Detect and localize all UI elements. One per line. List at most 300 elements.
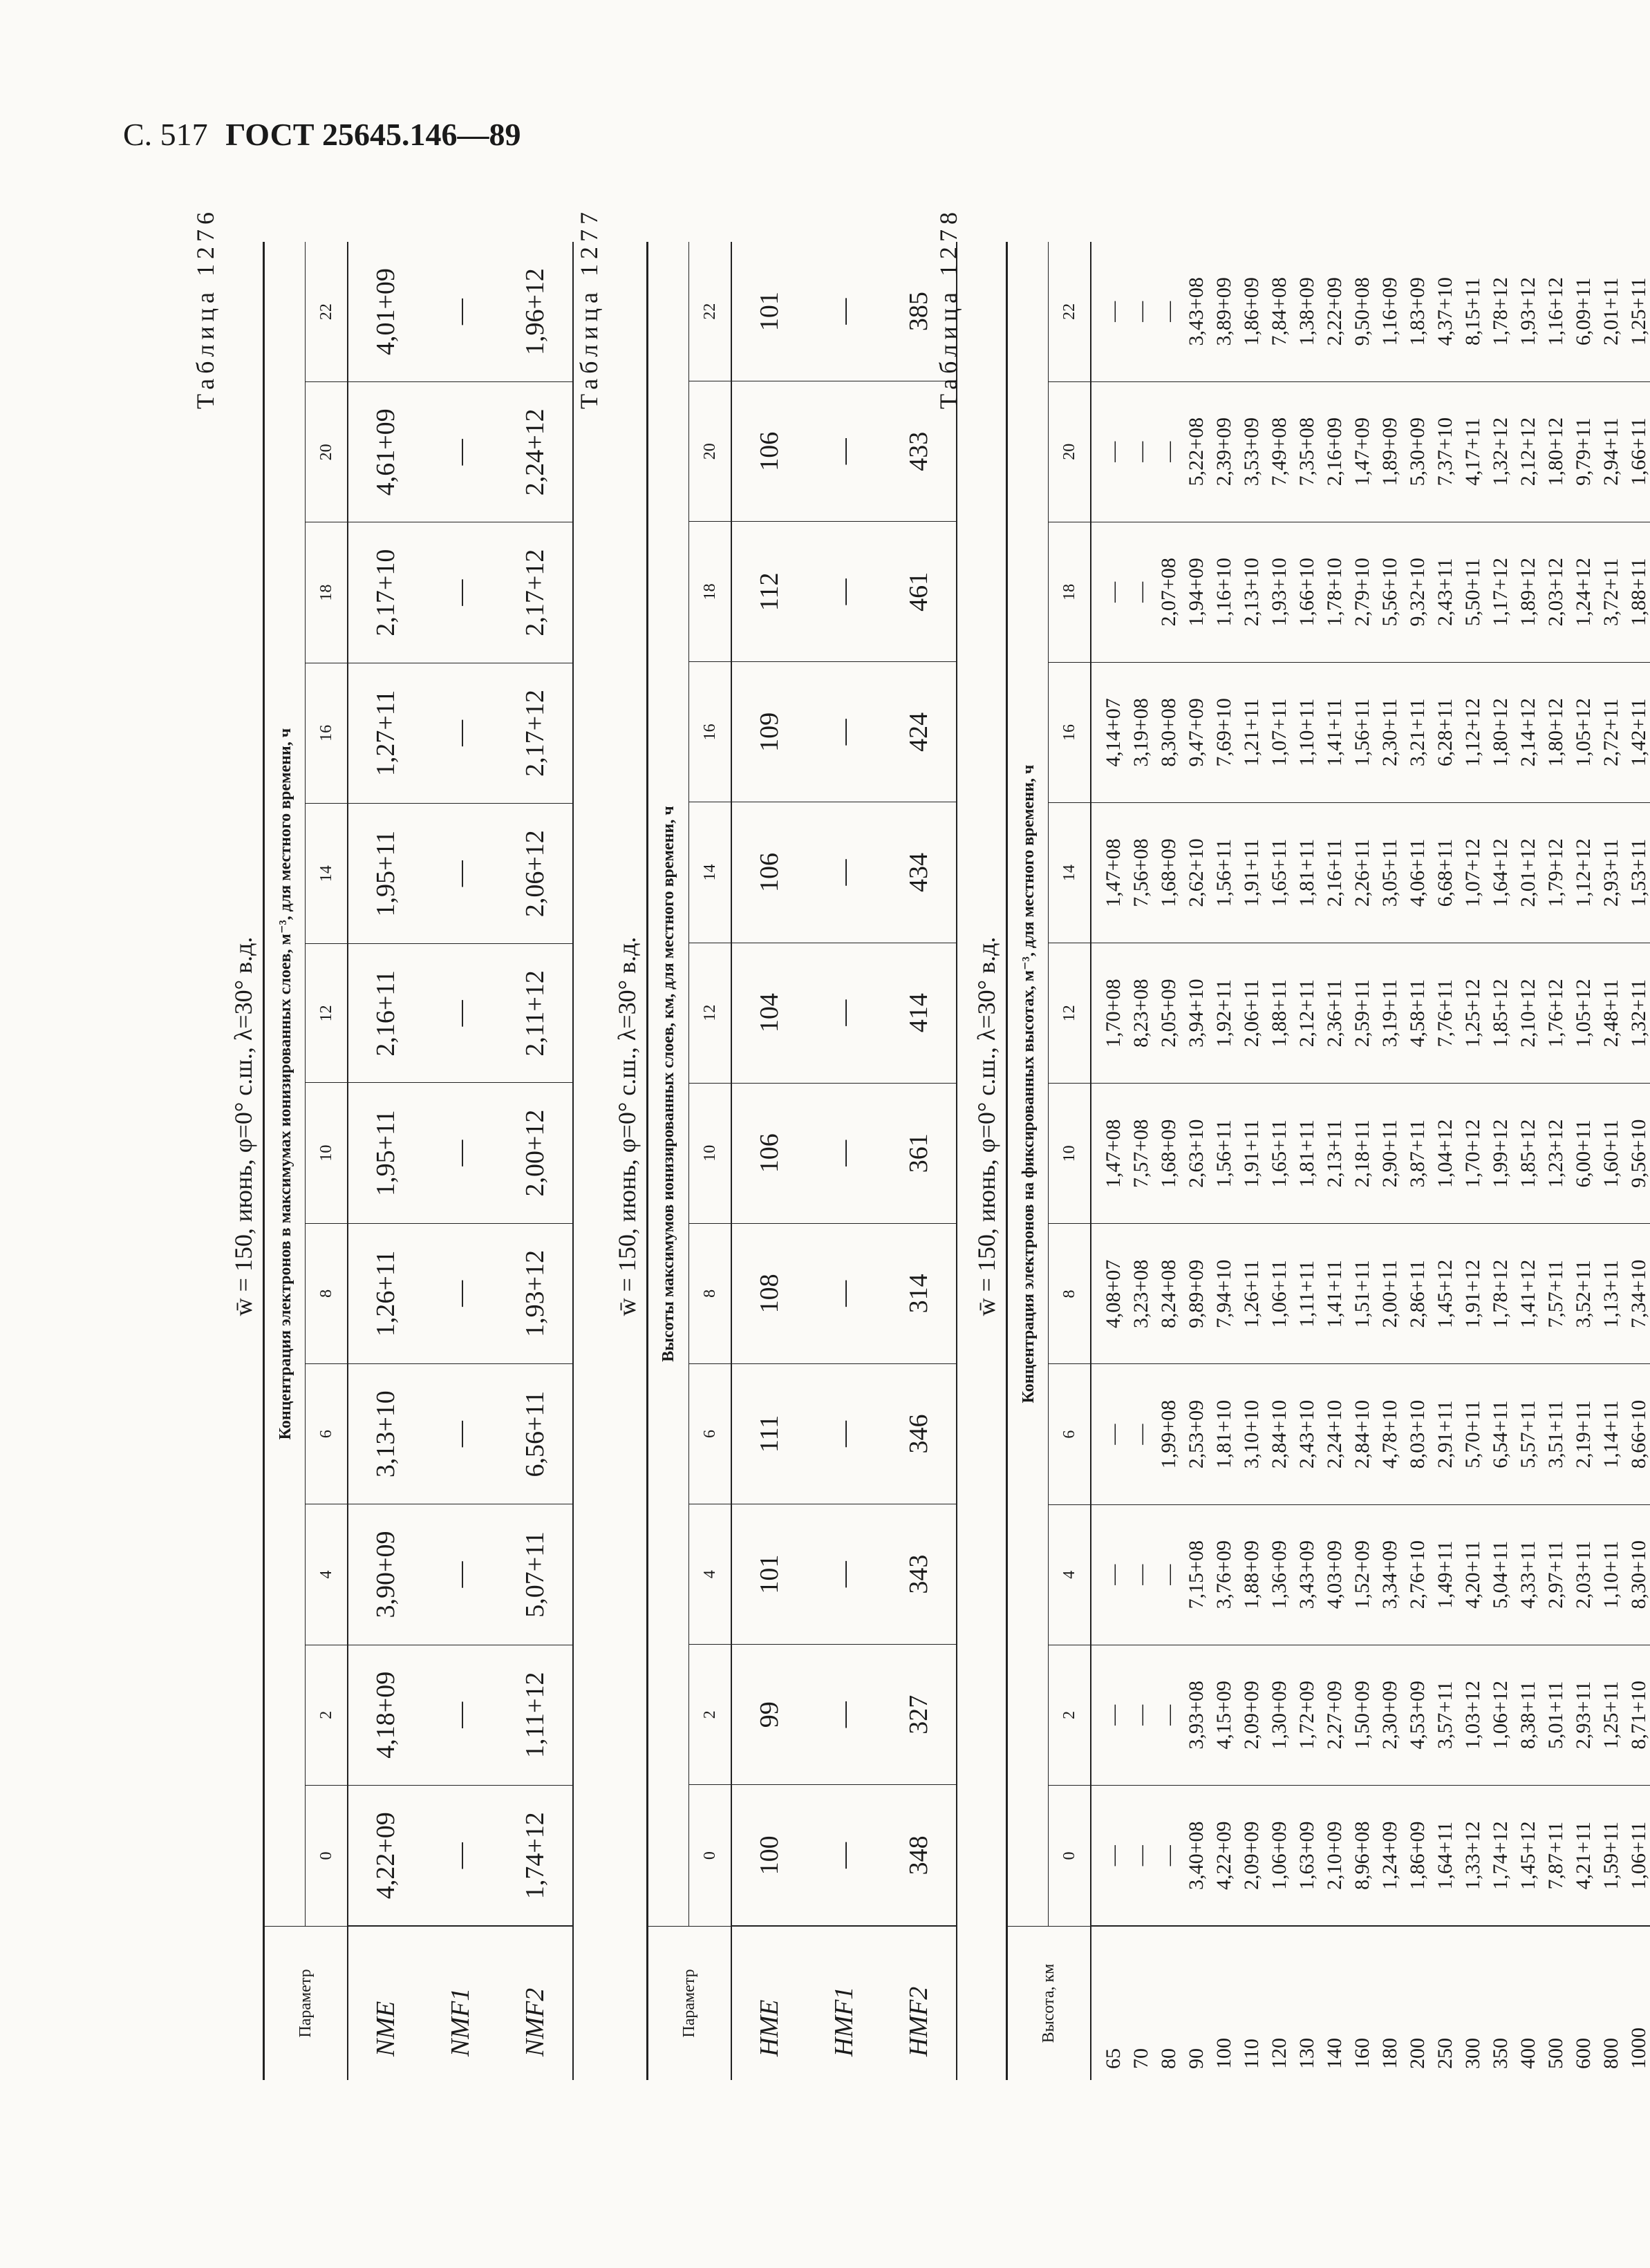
cell-value: 2,30+11 [1376, 662, 1404, 802]
cell-value: 8,71+10 [1625, 1645, 1650, 1785]
cell-value: 2,06+12 [498, 804, 573, 944]
cell-value: 8,30+10 [1625, 1504, 1650, 1645]
cell-value: 1,05+12 [1570, 662, 1597, 802]
table-row [1515, 242, 1542, 2080]
cell-value: 8,23+08 [1127, 943, 1155, 1084]
cell-value: — [1127, 1645, 1155, 1785]
cell-value: 5,22+08 [1183, 381, 1210, 522]
cell-value: 7,56+08 [1127, 803, 1155, 943]
cell-value: 1,88+11 [1266, 943, 1293, 1084]
cell-value: 3,23+08 [1127, 1224, 1155, 1364]
cell-value: — [423, 944, 498, 1083]
table-block-1276 [187, 200, 574, 2135]
standard-number: ГОСТ 25645.146—89 [225, 117, 521, 152]
table-block-1277 [570, 200, 957, 2135]
cell-value: 433 [881, 381, 957, 522]
cell-value: 2,72+11 [1597, 662, 1625, 802]
cell-value: 4,03+09 [1321, 1504, 1349, 1645]
hour-header: 0 [1049, 1785, 1091, 1926]
cell-value: 1,88+09 [1238, 1504, 1266, 1645]
cell-value: 343 [881, 1504, 957, 1645]
cell-value: 2,09+09 [1238, 1645, 1266, 1785]
row-label: 200 [1404, 1927, 1432, 2081]
cell-value: 2,13+11 [1321, 1084, 1349, 1224]
table-title: w̄ = 150, июнь, φ=0° с.ш., λ=30° в.д. [229, 936, 257, 1316]
cell-value: 111 [731, 1363, 807, 1504]
cell-value: 9,79+11 [1570, 381, 1597, 522]
cell-value: 1,56+11 [1349, 662, 1376, 802]
cell-value: 2,09+09 [1238, 1785, 1266, 1926]
cell-value: 3,43+09 [1293, 1504, 1321, 1645]
cell-value: 1,07+12 [1459, 803, 1487, 943]
cell-value: — [1127, 522, 1155, 662]
hour-header: 0 [306, 1785, 348, 1926]
cell-value: — [807, 1645, 881, 1785]
cell-value: 2,90+11 [1376, 1084, 1404, 1224]
hour-header: 12 [306, 944, 348, 1083]
cell-value: 4,17+11 [1459, 381, 1487, 522]
cell-value: 2,62+10 [1183, 803, 1210, 943]
cell-value: 2,12+12 [1515, 381, 1542, 522]
cell-value: 7,34+10 [1625, 1224, 1650, 1364]
row-label: 500 [1542, 1927, 1570, 2081]
cell-value: 4,37+10 [1434, 277, 1456, 346]
cell-value: 1,12+12 [1459, 662, 1487, 802]
cell-value: 1,45+12 [1515, 1785, 1542, 1926]
cell-value: 1,33+12 [1459, 1785, 1487, 1926]
cell-value: — [423, 382, 498, 522]
cell-value: 3,90+09 [348, 1504, 423, 1645]
data-table [1006, 242, 1650, 2080]
cell-value: — [1127, 381, 1155, 522]
cell-value: 8,15+11 [1461, 277, 1484, 346]
hour-header: 0 [689, 1785, 732, 1927]
cell-value: 3,53+09 [1238, 381, 1266, 522]
cell-value: 1,21+11 [1238, 662, 1266, 802]
cell-value: 4,61+09 [348, 382, 423, 522]
hour-header: 14 [306, 804, 348, 944]
cell-value: 4,14+07 [1091, 662, 1127, 802]
cell-value: 2,43+11 [1432, 522, 1459, 662]
cell-value: 7,69+10 [1210, 662, 1238, 802]
cell-value: 1,41+11 [1321, 662, 1349, 802]
cell-value: — [423, 1083, 498, 1223]
table-row [1091, 242, 1127, 2080]
cell-value: 1,91+12 [1459, 1224, 1487, 1364]
cell-value: 2,84+10 [1266, 1364, 1293, 1504]
cell-value: — [1091, 1785, 1127, 1926]
table-label: Таблица 1277 [575, 207, 603, 409]
cell-value: 1,47+08 [1091, 1084, 1127, 1224]
cell-value: 4,53+09 [1404, 1645, 1432, 1785]
cell-value: 3,19+11 [1376, 943, 1404, 1084]
cell-value: — [1091, 1504, 1127, 1645]
cell-value: 2,18+11 [1349, 1084, 1376, 1224]
table-row [1127, 242, 1155, 2080]
cell-value: 8,96+08 [1349, 1785, 1376, 1926]
cell-value: 3,05+11 [1376, 803, 1404, 943]
table-title: w̄ = 150, июнь, φ=0° с.ш., λ=30° в.д. [973, 936, 1000, 1316]
cell-value: 7,84+08 [1268, 277, 1291, 346]
cell-value: 8,30+08 [1155, 662, 1183, 802]
cell-value: 1,96+12 [521, 268, 550, 356]
cell-value: 1,99+12 [1487, 1084, 1515, 1224]
cell-value: 2,86+11 [1404, 1224, 1432, 1364]
cell-value: 1,95+11 [348, 804, 423, 944]
hour-header: 4 [689, 1504, 732, 1645]
cell-value: — [1155, 381, 1183, 522]
cell-value: — [423, 1364, 498, 1504]
table-block-1278 [930, 200, 1650, 2135]
cell-value: 1,52+09 [1349, 1504, 1376, 1645]
cell-value: 1,79+12 [1542, 803, 1570, 943]
cell-value: 4,06+11 [1404, 803, 1432, 943]
cell-value: 101 [755, 292, 784, 332]
table-row [1183, 242, 1210, 2080]
cell-value: 3,52+11 [1570, 1224, 1597, 1364]
hour-header: 10 [306, 1083, 348, 1223]
hour-header: 18 [306, 522, 348, 663]
cell-value: 3,76+09 [1210, 1504, 1238, 1645]
cell-value: 1,49+11 [1432, 1504, 1459, 1645]
cell-value: 2,53+09 [1183, 1364, 1210, 1504]
cell-value: 1,06+11 [1625, 1785, 1650, 1926]
cell-value: — [807, 802, 881, 943]
cell-value: 4,08+07 [1091, 1224, 1127, 1364]
cell-value: 1,74+12 [498, 1785, 573, 1926]
cell-value: 1,93+10 [1266, 522, 1293, 662]
cell-value: 3,57+11 [1432, 1645, 1459, 1785]
cell-value: 1,91+11 [1238, 803, 1266, 943]
cell-value: 2,48+11 [1597, 943, 1625, 1084]
row-label: 800 [1597, 1927, 1625, 2081]
cell-value: 5,50+11 [1459, 522, 1487, 662]
cell-value: 1,70+12 [1459, 1084, 1487, 1224]
cell-value: 314 [881, 1223, 957, 1363]
cell-value: 1,10+11 [1597, 1504, 1625, 1645]
cell-value: — [1091, 1364, 1127, 1504]
table-row [807, 242, 881, 2080]
cell-value: — [1091, 381, 1127, 522]
table-row [1625, 242, 1650, 2080]
hour-header: 18 [689, 522, 732, 662]
table-row [1459, 242, 1487, 2080]
cell-value: 1,16+10 [1210, 522, 1238, 662]
cell-value: 2,00+11 [1376, 1224, 1404, 1364]
cell-value: 5,57+11 [1515, 1364, 1542, 1504]
table-row [1266, 242, 1293, 2080]
cell-value: 327 [881, 1645, 957, 1785]
table-row [1570, 242, 1597, 2080]
cell-value: 1,06+09 [1266, 1785, 1293, 1926]
cell-value: 3,21+11 [1404, 662, 1432, 802]
cell-value: 1,10+11 [1293, 662, 1321, 802]
cell-value: 3,34+09 [1376, 1504, 1404, 1645]
cell-value: 1,26+11 [348, 1223, 423, 1363]
cell-value: 461 [881, 522, 957, 662]
cell-value: 3,87+11 [1404, 1084, 1432, 1224]
cell-value: 2,27+09 [1321, 1645, 1349, 1785]
row-label: 300 [1459, 1927, 1487, 2081]
cell-value: 108 [731, 1223, 807, 1363]
cell-value: — [807, 1504, 881, 1645]
cell-value: 106 [731, 1083, 807, 1223]
table-row [1349, 242, 1376, 2080]
cell-value: — [807, 522, 881, 662]
cell-value: 1,24+09 [1376, 1785, 1404, 1926]
cell-value: — [807, 662, 881, 802]
cell-value: 414 [881, 943, 957, 1083]
cell-value: 1,07+11 [1266, 662, 1293, 802]
cell-value: 5,01+11 [1542, 1645, 1570, 1785]
cell-value: — [829, 298, 859, 325]
hour-header: 6 [306, 1364, 348, 1504]
table-label: Таблица 1278 [935, 207, 962, 409]
cell-value: 1,03+12 [1459, 1645, 1487, 1785]
cell-value: 1,30+09 [1266, 1645, 1293, 1785]
cell-value: 9,32+10 [1404, 522, 1432, 662]
cell-value: 1,66+11 [1625, 381, 1650, 522]
cell-value: 1,65+11 [1266, 1084, 1293, 1224]
cell-value: 2,12+11 [1293, 943, 1321, 1084]
cell-value: 361 [881, 1083, 957, 1223]
cell-value: 1,25+11 [1597, 1645, 1625, 1785]
cell-value: — [423, 1785, 498, 1926]
cell-value: 4,15+09 [1210, 1645, 1238, 1785]
table-title: w̄ = 150, июнь, φ=0° с.ш., λ=30° в.д. [613, 936, 641, 1316]
cell-value: 1,64+11 [1432, 1785, 1459, 1926]
cell-value: — [1127, 1785, 1155, 1926]
cell-value: 7,94+10 [1210, 1224, 1238, 1364]
cell-value: 1,51+11 [1349, 1224, 1376, 1364]
table-row [348, 242, 423, 2080]
row-label: 130 [1293, 1927, 1321, 2081]
table-row [731, 242, 807, 2080]
cell-value: 1,76+12 [1542, 943, 1570, 1084]
cell-value: 1,68+09 [1155, 1084, 1183, 1224]
cell-value: 1,81+11 [1293, 803, 1321, 943]
table-subtitle: Высоты максимумов ионизированных слоев, км, для местного времени, ч [648, 242, 689, 1927]
cell-value: — [807, 381, 881, 522]
row-label: 350 [1487, 1927, 1515, 2081]
hour-header: 2 [689, 1645, 732, 1785]
row-label: HMF1 [807, 1927, 881, 2081]
hour-header: 6 [689, 1363, 732, 1504]
cell-value: 2,93+11 [1570, 1645, 1597, 1785]
cell-value: 2,94+11 [1597, 381, 1625, 522]
cell-value: 1,04+12 [1432, 1084, 1459, 1224]
cell-value: 1,12+12 [1570, 803, 1597, 943]
cell-value: 6,56+11 [498, 1364, 573, 1504]
cell-value: 5,70+11 [1459, 1364, 1487, 1504]
cell-value: 2,93+11 [1597, 803, 1625, 943]
cell-value: 8,66+10 [1625, 1364, 1650, 1504]
cell-value: 2,91+11 [1432, 1364, 1459, 1504]
hour-header: 22 [689, 242, 732, 381]
cell-value: 1,80+12 [1487, 662, 1515, 802]
cell-value: 2,16+09 [1321, 381, 1349, 522]
cell-value: 1,06+11 [1266, 1224, 1293, 1364]
hour-header: 2 [1049, 1645, 1091, 1785]
cell-value: 1,05+12 [1570, 943, 1597, 1084]
row-label: NME [348, 1927, 423, 2081]
cell-value: 9,50+08 [1351, 277, 1374, 346]
hour-header: 20 [689, 381, 732, 522]
cell-value: 3,72+11 [1597, 522, 1625, 662]
row-label: 110 [1238, 1927, 1266, 2081]
cell-value: — [1155, 1504, 1183, 1645]
cell-value: 2,14+12 [1515, 662, 1542, 802]
hour-header: 8 [689, 1223, 732, 1363]
cell-value: 3,94+10 [1183, 943, 1210, 1084]
table-row [498, 242, 573, 2080]
cell-value: 1,59+11 [1597, 1785, 1625, 1926]
cell-value: 1,99+08 [1155, 1364, 1183, 1504]
cell-value: 2,43+10 [1293, 1364, 1321, 1504]
cell-value: 2,07+08 [1155, 522, 1183, 662]
hour-header: 12 [1049, 943, 1091, 1084]
cell-value: 1,80+12 [1542, 662, 1570, 802]
cell-value: 9,89+09 [1183, 1224, 1210, 1364]
cell-value: 1,64+12 [1487, 803, 1515, 943]
cell-value: 1,06+12 [1487, 1645, 1515, 1785]
cell-value: 434 [881, 802, 957, 943]
cell-value: 104 [731, 943, 807, 1083]
cell-value: 1,74+12 [1487, 1785, 1515, 1926]
cell-value: 3,51+11 [1542, 1364, 1570, 1504]
cell-value: 1,86+09 [1404, 1785, 1432, 1926]
cell-value: 1,41+12 [1515, 1224, 1542, 1364]
cell-value: 4,22+09 [1210, 1785, 1238, 1926]
cell-value: — [1129, 301, 1152, 322]
cell-value: 1,25+12 [1459, 943, 1487, 1084]
cell-value: 1,83+09 [1406, 277, 1429, 346]
cell-value: 2,10+09 [1321, 1785, 1349, 1926]
table-row [1376, 242, 1404, 2080]
table-row [1542, 242, 1570, 2080]
cell-value: 7,37+10 [1432, 381, 1459, 522]
hour-header: 14 [689, 802, 732, 943]
cell-value: 1,23+12 [1542, 1084, 1570, 1224]
cell-value: 2,16+11 [1321, 803, 1349, 943]
row-label: NMF1 [423, 1927, 498, 2081]
hour-header: 10 [1049, 1084, 1091, 1224]
cell-value: 6,09+11 [1572, 277, 1595, 346]
table-row [1155, 242, 1183, 2080]
hour-header: 22 [1049, 242, 1091, 381]
cell-value: 1,16+12 [1544, 277, 1567, 346]
row-label: 1000 [1625, 1927, 1650, 2081]
cell-value: 348 [881, 1785, 957, 1927]
cell-value: — [446, 299, 475, 325]
cell-value: 1,13+11 [1597, 1224, 1625, 1364]
row-label: 160 [1349, 1927, 1376, 2081]
cell-value: 3,40+08 [1183, 1785, 1210, 1926]
hour-header: 8 [1049, 1224, 1091, 1364]
cell-value: 1,17+12 [1487, 522, 1515, 662]
cell-value: 100 [731, 1785, 807, 1927]
cell-value: — [423, 1645, 498, 1785]
cell-value: — [807, 1363, 881, 1504]
cell-value: 1,91+11 [1238, 1084, 1266, 1224]
hour-header: 20 [306, 382, 348, 522]
cell-value: 1,11+12 [498, 1645, 573, 1785]
cell-value: 1,60+11 [1597, 1084, 1625, 1224]
cell-value: 2,13+10 [1238, 522, 1266, 662]
cell-value: 1,92+11 [1210, 943, 1238, 1084]
cell-value: 4,01+09 [371, 268, 400, 356]
cell-value: — [423, 1504, 498, 1645]
cell-value: 2,24+10 [1321, 1364, 1349, 1504]
cell-value: — [423, 522, 498, 663]
page-header [123, 116, 521, 153]
cell-value: 3,93+08 [1183, 1645, 1210, 1785]
cell-value: — [807, 1083, 881, 1223]
cell-value: 2,36+11 [1321, 943, 1349, 1084]
cell-value: 1,78+12 [1487, 1224, 1515, 1364]
cell-value: 2,97+11 [1542, 1504, 1570, 1645]
cell-value: 1,36+09 [1266, 1504, 1293, 1645]
cell-value: — [1155, 1785, 1183, 1926]
cell-value: 3,89+09 [1212, 277, 1235, 346]
cell-value: 2,17+10 [348, 522, 423, 663]
hour-header: 8 [306, 1223, 348, 1363]
cell-value: 1,65+11 [1266, 803, 1293, 943]
cell-value: 2,11+12 [498, 944, 573, 1083]
cell-value: 2,84+10 [1349, 1364, 1376, 1504]
table-row [1293, 242, 1321, 2080]
cell-value: 7,35+08 [1293, 381, 1321, 522]
cell-value: 1,63+09 [1293, 1785, 1321, 1926]
table-row [1432, 242, 1459, 2080]
cell-value: 1,70+08 [1091, 943, 1127, 1084]
cell-value: 4,58+11 [1404, 943, 1432, 1084]
cell-value: 1,81+10 [1210, 1364, 1238, 1504]
cell-value: 1,78+10 [1321, 522, 1349, 662]
cell-value: 4,21+11 [1570, 1785, 1597, 1926]
cell-value: 1,94+09 [1183, 522, 1210, 662]
cell-value: 7,57+11 [1542, 1224, 1570, 1364]
cell-value: — [423, 663, 498, 803]
cell-value: 2,24+12 [498, 382, 573, 522]
cell-value: 2,03+12 [1542, 522, 1570, 662]
hour-header: 4 [1049, 1504, 1091, 1645]
cell-value: 2,63+10 [1183, 1084, 1210, 1224]
cell-value: 5,56+10 [1376, 522, 1404, 662]
cell-value: 1,85+12 [1487, 943, 1515, 1084]
row-label: 180 [1376, 1927, 1404, 2081]
cell-value: 2,10+12 [1515, 943, 1542, 1084]
data-table [263, 242, 574, 2080]
cell-value: 1,95+11 [348, 1083, 423, 1223]
row-label: 90 [1183, 1927, 1210, 2081]
table-subtitle: Концентрация электронов в максимумах ионизированных слоев, м⁻³, для местного времени, ч [264, 242, 306, 1927]
cell-value: — [807, 943, 881, 1083]
cell-value: 1,56+11 [1210, 803, 1238, 943]
cell-value: 1,72+09 [1293, 1645, 1321, 1785]
cell-value: 1,50+09 [1349, 1645, 1376, 1785]
cell-value: 424 [881, 662, 957, 802]
cell-value: 1,14+11 [1597, 1364, 1625, 1504]
cell-value: 4,33+11 [1515, 1504, 1542, 1645]
cell-value: 1,47+09 [1349, 381, 1376, 522]
cell-value: 2,59+11 [1349, 943, 1376, 1084]
cell-value: 1,27+11 [348, 663, 423, 803]
cell-value: 6,54+11 [1487, 1364, 1515, 1504]
cell-value: 9,47+09 [1183, 662, 1210, 802]
hour-header: 14 [1049, 803, 1091, 943]
cell-value: 2,06+11 [1238, 943, 1266, 1084]
